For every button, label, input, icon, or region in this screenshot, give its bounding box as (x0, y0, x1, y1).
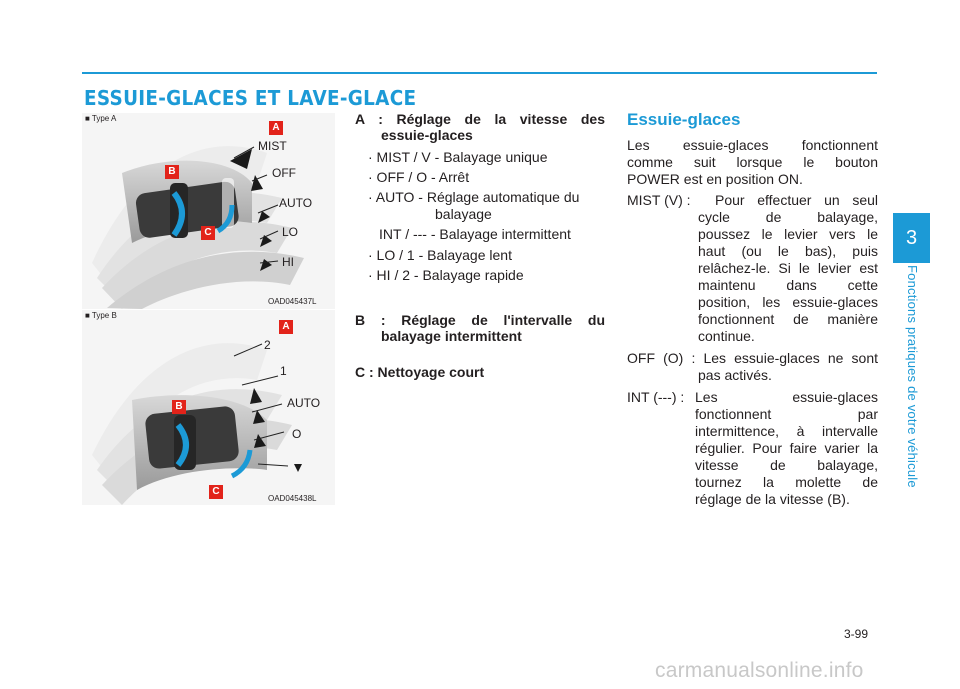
legend-item: · AUTO - Réglage automatique du (368, 189, 580, 205)
legend-item: · MIST / V - Balayage unique (368, 149, 548, 165)
badge-c: C (201, 226, 215, 240)
page-number: 3-99 (844, 627, 869, 641)
badge-b: B (172, 400, 186, 414)
chapter-side-title: Fonctions pratiques de votre véhicule (905, 265, 920, 488)
figure-code: OAD045437L (268, 297, 317, 306)
mist-term: MIST (V) : (627, 192, 691, 208)
off-line: pas activés. (698, 367, 772, 383)
label-auto: AUTO (287, 396, 321, 410)
label-lo: LO (282, 225, 299, 239)
mist-line: Pour effectuer un seul (715, 192, 878, 208)
intro-line: POWER est en position ON. (627, 171, 803, 187)
legend-c-line: C : Nettoyage court (355, 364, 485, 380)
mist-line: cycle de balayage, (698, 209, 878, 225)
legend-a-line1: A : Réglage de la vitesse des (355, 111, 605, 127)
intro-line: comme suit lorsque le bouton (627, 154, 878, 170)
mist-line: position, les essuie-glaces (698, 294, 878, 310)
mist-line: fonctionnent de manière (698, 311, 878, 327)
watermark: carmanualsonline.info (655, 659, 864, 682)
badge-c: C (209, 485, 223, 499)
off-line: OFF (O) : Les essuie-glaces ne sont (627, 350, 878, 366)
badge-a: A (279, 320, 293, 334)
legend-item: · LO / 1 - Balayage lent (368, 247, 512, 263)
int-line: régulier. Pour faire varier la (695, 440, 878, 456)
mist-line: maintenu dans cette (698, 277, 878, 293)
legend-item: · HI / 2 - Balayage rapide (368, 267, 524, 283)
label-speed-1: 1 (280, 364, 287, 378)
mist-line: haut (ou le bas), puis (698, 243, 878, 259)
mist-line: relâchez-le. Si le levier est (698, 260, 878, 276)
figure-type-b (82, 310, 335, 505)
int-term: INT (---) : (627, 389, 685, 405)
label-off: OFF (272, 166, 296, 180)
badge-a: A (269, 121, 283, 135)
legend-a-line2: essuie-glaces (381, 127, 473, 143)
label-off: O (292, 427, 302, 441)
int-line: intermittence, à intervalle (695, 423, 878, 439)
legend-item: · OFF / O - Arrêt (368, 169, 470, 185)
badge-b: B (165, 165, 179, 179)
int-line: fonctionnent par (695, 406, 878, 422)
mist-line: continue. (698, 328, 755, 344)
label-auto: AUTO (279, 196, 313, 210)
label-mist: MIST (258, 139, 287, 153)
figure-caption: ■ Type B (85, 311, 117, 320)
wiper-stalk-illustration-a (82, 113, 335, 309)
mist-line: poussez le levier vers le (698, 226, 878, 242)
intro-line: Les essuie-glaces fonctionnent (627, 137, 878, 153)
figure-type-a (82, 113, 335, 309)
int-line: Les essuie-glaces (695, 389, 878, 405)
int-line: réglage de la vitesse (B). (695, 491, 850, 507)
label-speed-2: 2 (264, 338, 271, 352)
figure-caption: ■ Type A (85, 114, 117, 123)
top-rule (82, 72, 877, 74)
legend-b-line1: B : Réglage de l'intervalle du (355, 312, 605, 328)
label-hi: HI (282, 255, 294, 269)
wipers-heading: Essuie-glaces (627, 110, 741, 129)
legend-item: INT / --- - Balayage intermittent (379, 226, 571, 242)
legend-item: balayage (435, 206, 492, 222)
figure-code: OAD045438L (268, 494, 317, 503)
section-title: ESSUIE-GLACES ET LAVE-GLACE (84, 86, 417, 110)
legend-b-line2: balayage intermittent (381, 328, 522, 344)
int-line: vitesse de balayage, (695, 457, 878, 473)
int-line: tournez la molette de (695, 474, 878, 490)
chapter-tab: 3 (893, 213, 930, 263)
